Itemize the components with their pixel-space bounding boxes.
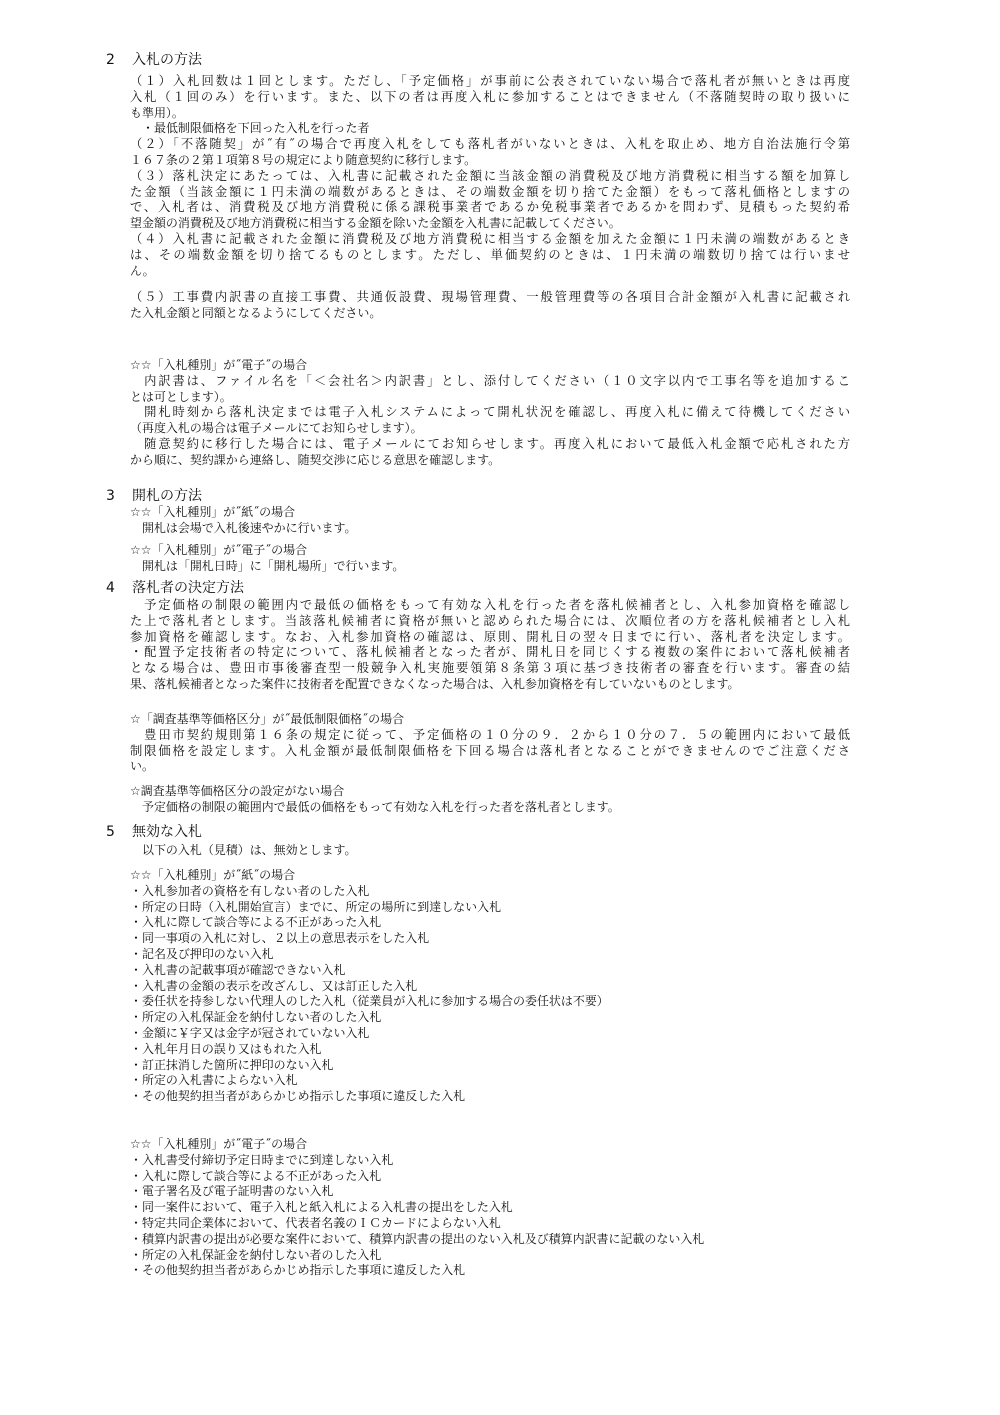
- section-5-heading: [106, 824, 202, 841]
- list-item: ・所定の入札保証金を納付しない者のした入札: [130, 1010, 382, 1025]
- section-2-heading: [106, 52, 202, 69]
- subheading: ☆☆「入札種別」が˝紙˝の場合: [130, 505, 296, 519]
- section-3-heading: [106, 488, 202, 505]
- s2-paragraph-1: [130, 74, 870, 279]
- text-line: 望金額の消費税及び地方消費税に相当する金額を除いた金額を入札書に記載してください。: [130, 216, 621, 231]
- s2-electronic-block: [130, 358, 870, 469]
- list-item: ・委任状を持参しない代理人のした入札（従業員が入札に参加する場合の委任状は不要）: [130, 994, 609, 1009]
- list-item: ・入札に際して談合等による不正があった入札: [130, 1168, 382, 1183]
- list-item: ・入札に際して談合等による不正があった入札: [130, 915, 382, 930]
- list-item: ・所定の入札保証金を納付しない者のした入札: [130, 1247, 382, 1262]
- subheading: ☆☆「入札種別」が˝紙˝の場合: [130, 868, 296, 882]
- text-line: ・配置予定技術者の特定について、落札候補者となった者が、開札日を同じくする複数の案件において落札候補者: [130, 645, 850, 660]
- section-title: 無効な入札: [132, 824, 202, 840]
- list-item: ・同一案件において、電子入札と紙入札による入札書の提出をした入札: [130, 1200, 513, 1215]
- list-item: ・入札参加者の資格を有しない者のした入札: [130, 883, 370, 898]
- text-line: 開札は「開札日時」に「開札場所」で行います。: [130, 558, 405, 573]
- text-line: た上で落札者とします。当該落札候補者に資格が無いと認められた場合には、次順位者の方を落札候補者とし入札: [130, 613, 850, 628]
- subheading: ☆☆「入札種別」が˝電子˝の場合: [130, 1137, 308, 1151]
- list-item: ・入札書の金額の表示を改ざんし、又は訂正した入札: [130, 978, 418, 993]
- subheading: ☆☆「入札種別」が˝電子˝の場合: [130, 543, 308, 557]
- text-line: 入札（１回のみ）を行います。また、以下の者は再度入札に参加することはできません（不落随契時の取り扱いに: [130, 89, 850, 104]
- s4-no-setting-block: [130, 784, 870, 816]
- text-line: 制限価格を設定します。入札金額が最低制限価格を下回る場合は落札者となることができませんのでご注意くださ: [130, 743, 850, 758]
- list-item: ・電子署名及び電子証明書のない入札: [130, 1184, 334, 1199]
- section-number: 5: [106, 824, 115, 840]
- text-line: 豊田市契約規則第１６条の規定に従って、予定価格の１０分の９．２から１０分の７．５の範囲内において最低: [130, 727, 850, 742]
- list-item: ・訂正抹消した箇所に押印のない入札: [130, 1057, 334, 1072]
- list-item: ・同一事項の入札に対し、２以上の意思表示をした入札: [130, 931, 430, 946]
- section-title: 落札者の決定方法: [132, 580, 244, 596]
- subheading: ☆☆「入札種別」が˝電子˝の場合: [130, 358, 308, 372]
- s4-paragraph-1: [130, 598, 870, 693]
- text-line: 随意契約に移行した場合には、電子メールにてお知らせします。再度入札において最低入札金額で応札された方: [130, 436, 850, 451]
- list-item: ・入札書の記載事項が確認できない入札: [130, 962, 346, 977]
- s2-paragraph-5: [130, 290, 870, 322]
- text-line: （２）「不落随契」が˝有˝の場合で再度入札をしても落札者がいないときは、入札を取止め、地方自治法施行令第: [130, 137, 850, 152]
- text-line: 参加資格を確認します。なお、入札参加資格の確認は、原則、開札日の翌々日までに行い、落札者を決定します。: [130, 629, 850, 644]
- list-item: ・積算内訳書の提出が必要な案件において、積算内訳書の提出のない入札及び積算内訳書に記載のない入札: [130, 1231, 705, 1246]
- text-line: 内訳書は、ファイル名を「＜会社名＞内訳書」とし、添付してください（１０文字以内で工事名等を追加するこ: [130, 373, 850, 388]
- list-item: ・特定共同企業体において、代表者名義のＩＣカードによらない入札: [130, 1215, 501, 1230]
- section-number: 3: [106, 488, 115, 504]
- list-item: ・入札書受付締切予定日時までに到達しない入札: [130, 1152, 394, 1167]
- text-line: （１）入札回数は１回とします。ただし、「予定価格」が事前に公表されていない場合で落札者が無いときは再度: [130, 74, 850, 88]
- list-item: ・所定の入札書によらない入札: [130, 1073, 298, 1088]
- s5-intro: [130, 843, 870, 859]
- s5-electronic-block: [130, 1137, 870, 1279]
- text-line: 予定価格の制限の範囲内で最低の価格をもって有効な入札を行った者を落札者とします。: [130, 799, 620, 814]
- text-line: は、その端数金額を切り捨てるものとします。ただし、単価契約のときは、１円未満の端数切り捨ては行いませ: [130, 247, 850, 262]
- list-item: ・所定の日時（入札開始宣言）までに、所定の場所に到達しない入札: [130, 899, 502, 914]
- section-4-heading: [106, 580, 244, 597]
- subheading: ☆調査基準等価格区分の設定がない場合: [130, 784, 345, 798]
- s3-paper-block: [130, 505, 870, 537]
- text-line: 開札時刻から落札決定までは電子入札システムによって開札状況を確認し、再度入札に備えて待機してください: [130, 405, 850, 420]
- text-line: となる場合は、豊田市事後審査型一般競争入札実施要領第８条第３項に基づき技術者の審査を行います。審査の結: [130, 661, 850, 676]
- section-title: 開札の方法: [132, 488, 202, 504]
- text-line: （５）工事費内訳書の直接工事費、共通仮設費、現場管理費、一般管理費等の各項目合計金額が入札書に記載され: [130, 290, 850, 304]
- list-item: ・金額に￥字又は金字が冠されていない入札: [130, 1025, 370, 1040]
- text-line: た入札金額と同額となるようにしてください。: [130, 305, 382, 320]
- bullet-item: ・最低制限価格を下回った入札を行った者: [142, 121, 370, 136]
- text-line: ん。: [130, 263, 155, 278]
- text-line: （４）入札書に記載された金額に消費税及び地方消費税に相当する金額を加えた金額に１円未満の端数があるとき: [130, 231, 850, 246]
- list-item: ・その他契約担当者があらかじめ指示した事項に違反した入札: [130, 1263, 466, 1278]
- list-item: ・入札年月日の誤り又はもれた入札: [130, 1041, 322, 1056]
- text-line: 予定価格の制限の範囲内で最低の価格をもって有効な入札を行った者を落札候補者とし、入札参加資格を確認し: [130, 598, 850, 612]
- text-line: 開札は会場で入札後速やかに行います。: [130, 520, 357, 535]
- text-line: （再度入札の場合は電子メールにてお知らせします）。: [130, 421, 423, 436]
- text-line: い。: [130, 759, 154, 774]
- section-number: 4: [106, 580, 115, 596]
- list-item: ・記名及び押印のない入札: [130, 946, 274, 961]
- text-line: とは可とします）。: [130, 389, 232, 404]
- list-item: ・その他契約担当者があらかじめ指示した事項に違反した入札: [130, 1089, 466, 1104]
- section-number: 2: [106, 52, 115, 68]
- s4-min-price-block: [130, 712, 870, 775]
- text-line: （３）落札決定にあたっては、入札書に記載された金額に当該金額の消費税及び地方消費税に相当する額を加算し: [130, 168, 850, 183]
- section-title: 入札の方法: [132, 52, 202, 68]
- text-line: で、入札者は、消費税及び地方消費税に係る課税事業者であるか免税事業者であるかを問わず、見積もった契約希: [130, 200, 850, 215]
- subheading: ☆「調査基準等価格区分」が˝最低制限価格˝の場合: [130, 712, 405, 726]
- text-line: 以下の入札（見積）は、無効とします。: [130, 843, 357, 857]
- text-line: １６７条の２第１項第８号の規定により随意契約に移行します。: [130, 152, 477, 167]
- s3-electronic-block: [130, 543, 870, 575]
- text-line: た金額（当該金額に１円未満の端数があるときは、その端数金額を切り捨てた金額）をもって落札価格としますの: [130, 184, 850, 199]
- s5-paper-block: [130, 868, 870, 1105]
- text-line: 果、落札候補者となった案件に技術者を配置できなくなった場合は、入札参加資格を有していないものとします。: [130, 676, 740, 691]
- text-line: も準用）。: [130, 105, 184, 120]
- text-line: から順に、契約課から連絡し、随契交渉に応じる意思を確認します。: [130, 452, 501, 467]
